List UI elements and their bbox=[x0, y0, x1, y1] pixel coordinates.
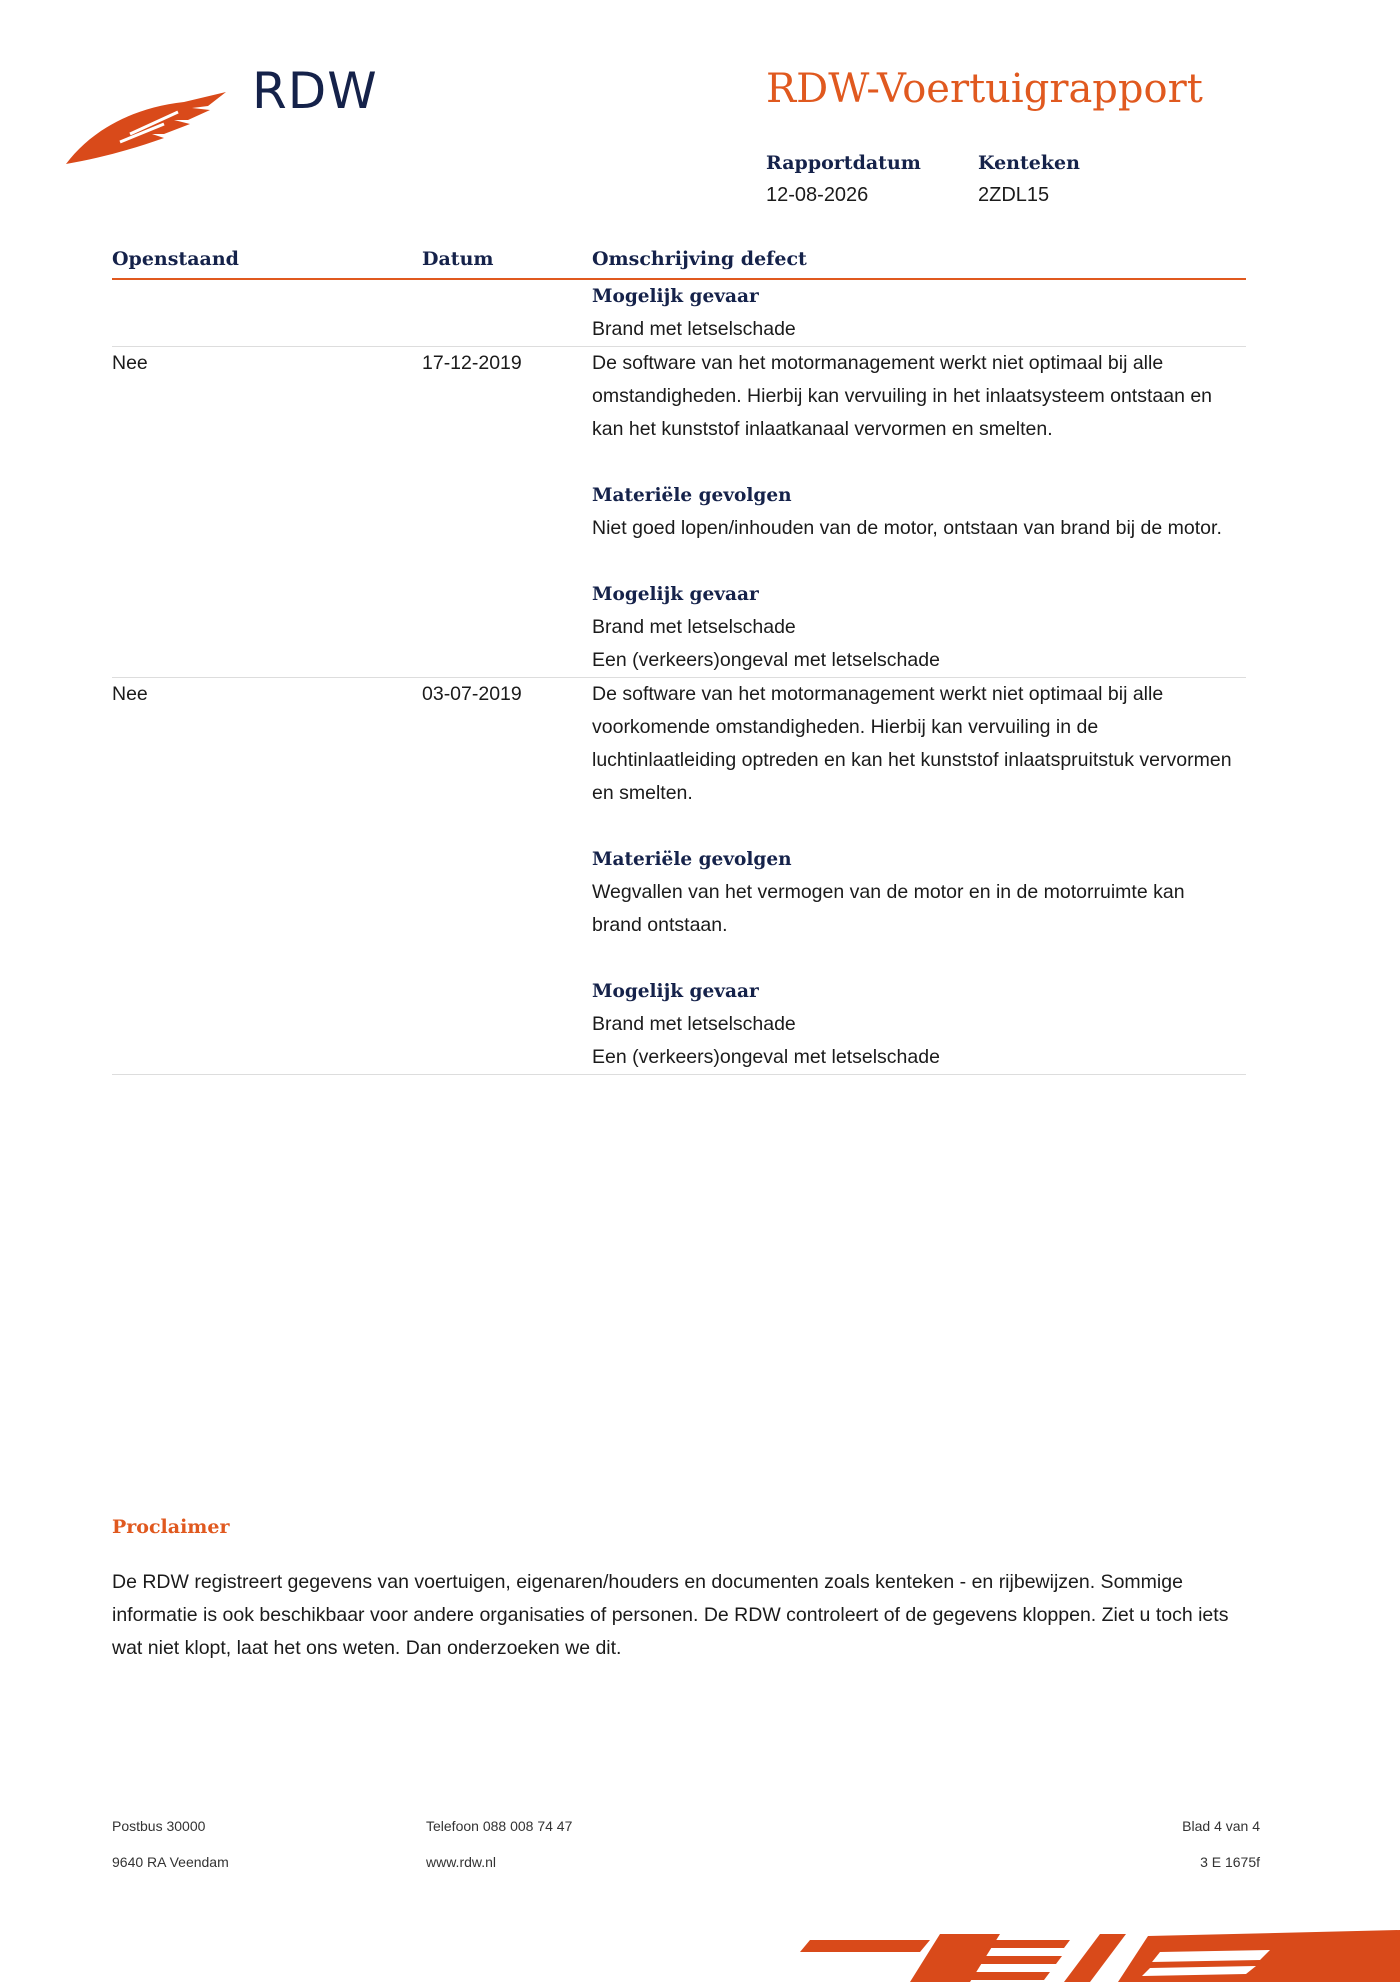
license-plate-value: 2ZDL15 bbox=[978, 184, 1050, 206]
danger-heading: Mogelijk gevaar bbox=[592, 286, 759, 307]
footer-phone: Telefoon 088 008 74 47 bbox=[426, 1818, 573, 1834]
danger-line: Brand met letselschade bbox=[592, 1013, 796, 1035]
defect-date: 17-12-2019 bbox=[422, 352, 522, 374]
footer-document-code: 3 E 1675f bbox=[1200, 1854, 1260, 1870]
report-title: RDW-Voertuigrapport bbox=[766, 66, 1203, 112]
open-status: Nee bbox=[112, 683, 148, 705]
rdw-logo bbox=[60, 60, 390, 180]
defect-description: De software van het motormanagement werkt niet optimaal bij alle voorkomende omstandigheden. Hierbij kan vervuiling in de luchtinlaatleiding optreden en kan het kunststof inlaatspruitstuk vervormen en smelten. bbox=[592, 683, 1232, 804]
danger-line: Een (verkeers)ongeval met letselschade bbox=[592, 649, 940, 671]
logo-text: RDW bbox=[252, 62, 378, 120]
table-row bbox=[112, 678, 1246, 1075]
consequences-text: Niet goed lopen/inhouden van de motor, ontstaan van brand bij de motor. bbox=[592, 517, 1222, 539]
footer-website[interactable]: www.rdw.nl bbox=[426, 1854, 497, 1870]
danger-heading: Mogelijk gevaar bbox=[592, 584, 759, 605]
footer-address-line2: 9640 RA Veendam bbox=[112, 1854, 229, 1870]
danger-line: Een (verkeers)ongeval met letselschade bbox=[592, 1046, 940, 1068]
column-header-description: Omschrijving defect bbox=[592, 248, 807, 270]
proclaimer-text: De RDW registreert gegevens van voertuigen, eigenaren/houders en documenten zoals kenteken - en rijbewijzen. Sommige informatie is ook beschikbaar voor andere organisaties of personen. De RDW controleert of de gegevens kloppen. Ziet u toch iets wat niet klopt, laat het ons weten. Dan onderzoeken we dit. bbox=[112, 1571, 1229, 1659]
consequences-text: Wegvallen van het vermogen van de motor en in de motorruimte kan brand ontstaan. bbox=[592, 881, 1185, 936]
table-row bbox=[112, 347, 1246, 678]
defect-description: De software van het motormanagement werkt niet optimaal bij alle omstandigheden. Hierbij kan vervuiling in het inlaatsysteem ontstaan en kan het kunststof inlaatkanaal vervormen en smelten. bbox=[592, 352, 1213, 440]
table-row-continued bbox=[112, 280, 1246, 347]
column-header-open: Openstaand bbox=[112, 248, 239, 270]
danger-line: Brand met letselschade bbox=[592, 318, 796, 340]
danger-line: Brand met letselschade bbox=[592, 616, 796, 638]
footer-page-number: Blad 4 van 4 bbox=[1182, 1818, 1260, 1834]
footer-address-line1: Postbus 30000 bbox=[112, 1818, 206, 1834]
danger-heading: Mogelijk gevaar bbox=[592, 981, 759, 1002]
report-date-label: Rapportdatum bbox=[766, 152, 921, 174]
report-date-value: 12-08-2026 bbox=[766, 184, 869, 206]
column-header-date: Datum bbox=[422, 248, 494, 270]
license-plate-label: Kenteken bbox=[978, 152, 1080, 174]
decorative-stripes-icon bbox=[800, 1926, 1400, 1982]
table-header bbox=[112, 244, 1246, 280]
consequences-heading: Materiële gevolgen bbox=[592, 485, 792, 506]
defects-table bbox=[112, 244, 1246, 1075]
consequences-heading: Materiële gevolgen bbox=[592, 849, 792, 870]
defect-date: 03-07-2019 bbox=[422, 683, 522, 705]
proclaimer-title: Proclaimer bbox=[112, 1516, 230, 1538]
rdw-wing-icon bbox=[60, 90, 230, 170]
open-status: Nee bbox=[112, 352, 148, 374]
